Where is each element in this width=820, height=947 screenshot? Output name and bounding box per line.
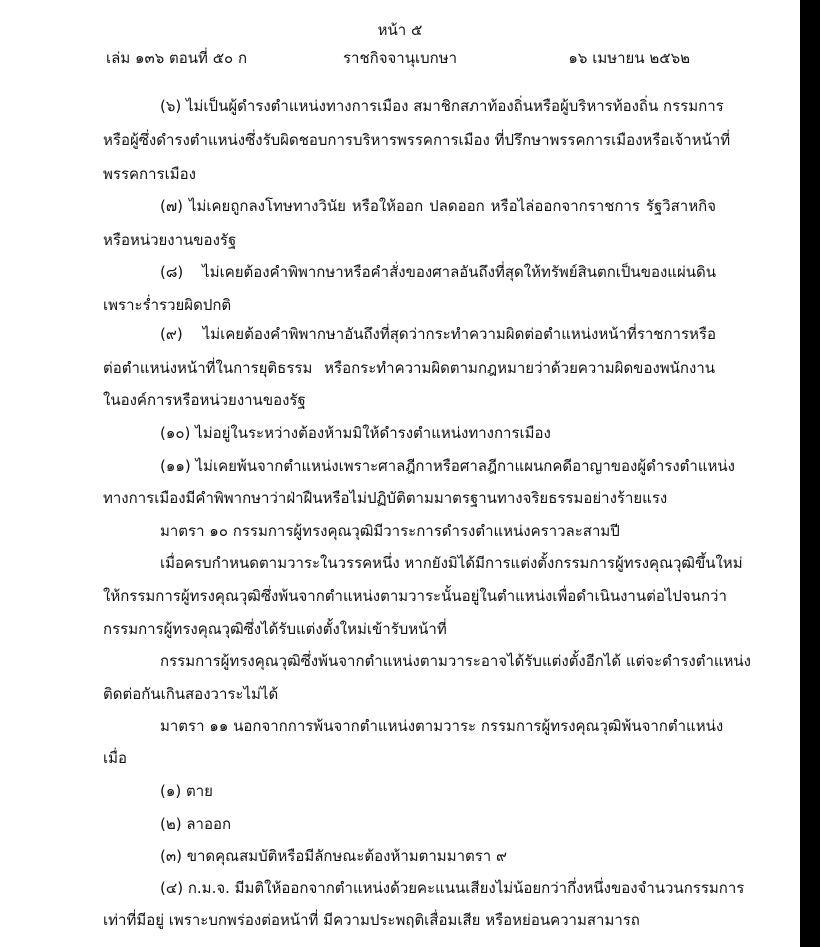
- text-line: ทางการเมืองมีคำพิพากษาว่าฝ่าฝืนหรือไม่ปฏิบัติตามมาตรฐานทางจริยธรรมอย่างร้ายแรง: [103, 489, 668, 507]
- text-line: เมื่อ: [103, 749, 128, 767]
- volume-issue: เล่ม ๑๓๖ ตอนที่ ๕๐ ก: [106, 49, 248, 67]
- window-edge: [800, 0, 820, 947]
- list-item: (๒) ลาออก: [160, 815, 232, 833]
- list-item: (๓) ขาดคุณสมบัติหรือมีลักษณะต้องห้ามตามมาตรา ๙: [160, 847, 507, 865]
- text-line: (๙) ไม่เคยต้องคำพิพากษาอันถึงที่สุดว่ากระทำความผิดต่อตำแหน่งหน้าที่ราชการหรือ: [160, 325, 716, 343]
- text-line: เมื่อครบกำหนดตามวาระในวรรคหนึ่ง หากยังมิได้มีการแต่งตั้งกรรมการผู้ทรงคุณวุฒิขึ้นใหม่: [160, 554, 743, 572]
- text-line: กรรมการผู้ทรงคุณวุฒิซึ่งพ้นจากตำแหน่งตามวาระอาจได้รับแต่งตั้งอีกได้ แต่จะดำรงตำแหน่ง: [160, 652, 751, 670]
- text-line: (๑๑) ไม่เคยพ้นจากตำแหน่งเพราะศาลฎีกาหรือศาลฎีกาแผนกคดีอาญาของผู้ดำรงตำแหน่ง: [160, 457, 735, 475]
- page-number: หน้า ๕: [377, 21, 423, 39]
- publication-date: ๑๖ เมษายน ๒๕๖๒: [568, 49, 690, 67]
- text-line: เท่าที่มีอยู่ เพราะบกพร่องต่อหน้าที่ มีความประพฤติเสื่อมเสีย หรือหย่อนความสามารถ: [103, 911, 640, 929]
- text-line: (๑๐) ไม่อยู่ในระหว่างต้องห้ามมิให้ดำรงตำแหน่งทางการเมือง: [160, 424, 551, 442]
- text-line: ติดต่อกันเกินสองวาระไม่ได้: [103, 685, 279, 703]
- gazette-title: ราชกิจจานุเบกษา: [342, 49, 458, 67]
- text-line: (๗) ไม่เคยถูกลงโทษทางวินัย หรือให้ออก ปลดออก หรือไล่ออกจากราชการ รัฐวิสาหกิจ: [160, 197, 716, 215]
- list-item: (๔) ก.ม.จ. มีมติให้ออกจากตำแหน่งด้วยคะแนนเสียงไม่น้อยกว่ากึ่งหนึ่งของจำนวนกรรมการ: [160, 879, 745, 897]
- text-line: ให้กรรมการผู้ทรงคุณวุฒิซึ่งพ้นจากตำแหน่งตามวาระนั้นอยู่ในตำแหน่งเพื่อดำเนินงานต่อไปจนกว่า: [103, 587, 727, 605]
- text-line: ต่อตำแหน่งหน้าที่ในการยุติธรรม หรือกระทำความผิดตามกฎหมายว่าด้วยความผิดของพนักงาน: [103, 359, 715, 377]
- text-line: (๘) ไม่เคยต้องคำพิพากษาหรือคำสั่งของศาลอันถึงที่สุดให้ทรัพย์สินตกเป็นของแผ่นดิน: [160, 263, 716, 281]
- text-line: พรรคการเมือง: [103, 165, 196, 183]
- text-line: กรรมการผู้ทรงคุณวุฒิซึ่งได้รับแต่งตั้งใหม่เข้ารับหน้าที่: [103, 620, 447, 638]
- text-line: หรือหน่วยงานของรัฐ: [103, 231, 237, 249]
- list-item: (๑) ตาย: [160, 782, 213, 800]
- text-line: หรือผู้ซึ่งดำรงตำแหน่งซึ่งรับผิดชอบการบริหารพรรคการเมือง ที่ปรึกษาพรรคการเมืองหรือเจ้าหน้าที่: [103, 131, 731, 149]
- text-line: เพราะร่ำรวยผิดปกติ: [103, 296, 232, 314]
- section-heading: มาตรา ๑๐ กรรมการผู้ทรงคุณวุฒิมีวาระการดำรงตำแหน่งคราวละสามปี: [160, 522, 620, 540]
- text-line: ในองค์การหรือหน่วยงานของรัฐ: [103, 391, 306, 409]
- text-line: (๖) ไม่เป็นผู้ดำรงตำแหน่งทางการเมือง สมาชิกสภาท้องถิ่นหรือผู้บริหารท้องถิ่น กรรมการ: [160, 97, 724, 115]
- section-heading: มาตรา ๑๑ นอกจากการพ้นจากตำแหน่งตามวาระ กรรมการผู้ทรงคุณวุฒิพ้นจากตำแหน่ง: [160, 717, 724, 735]
